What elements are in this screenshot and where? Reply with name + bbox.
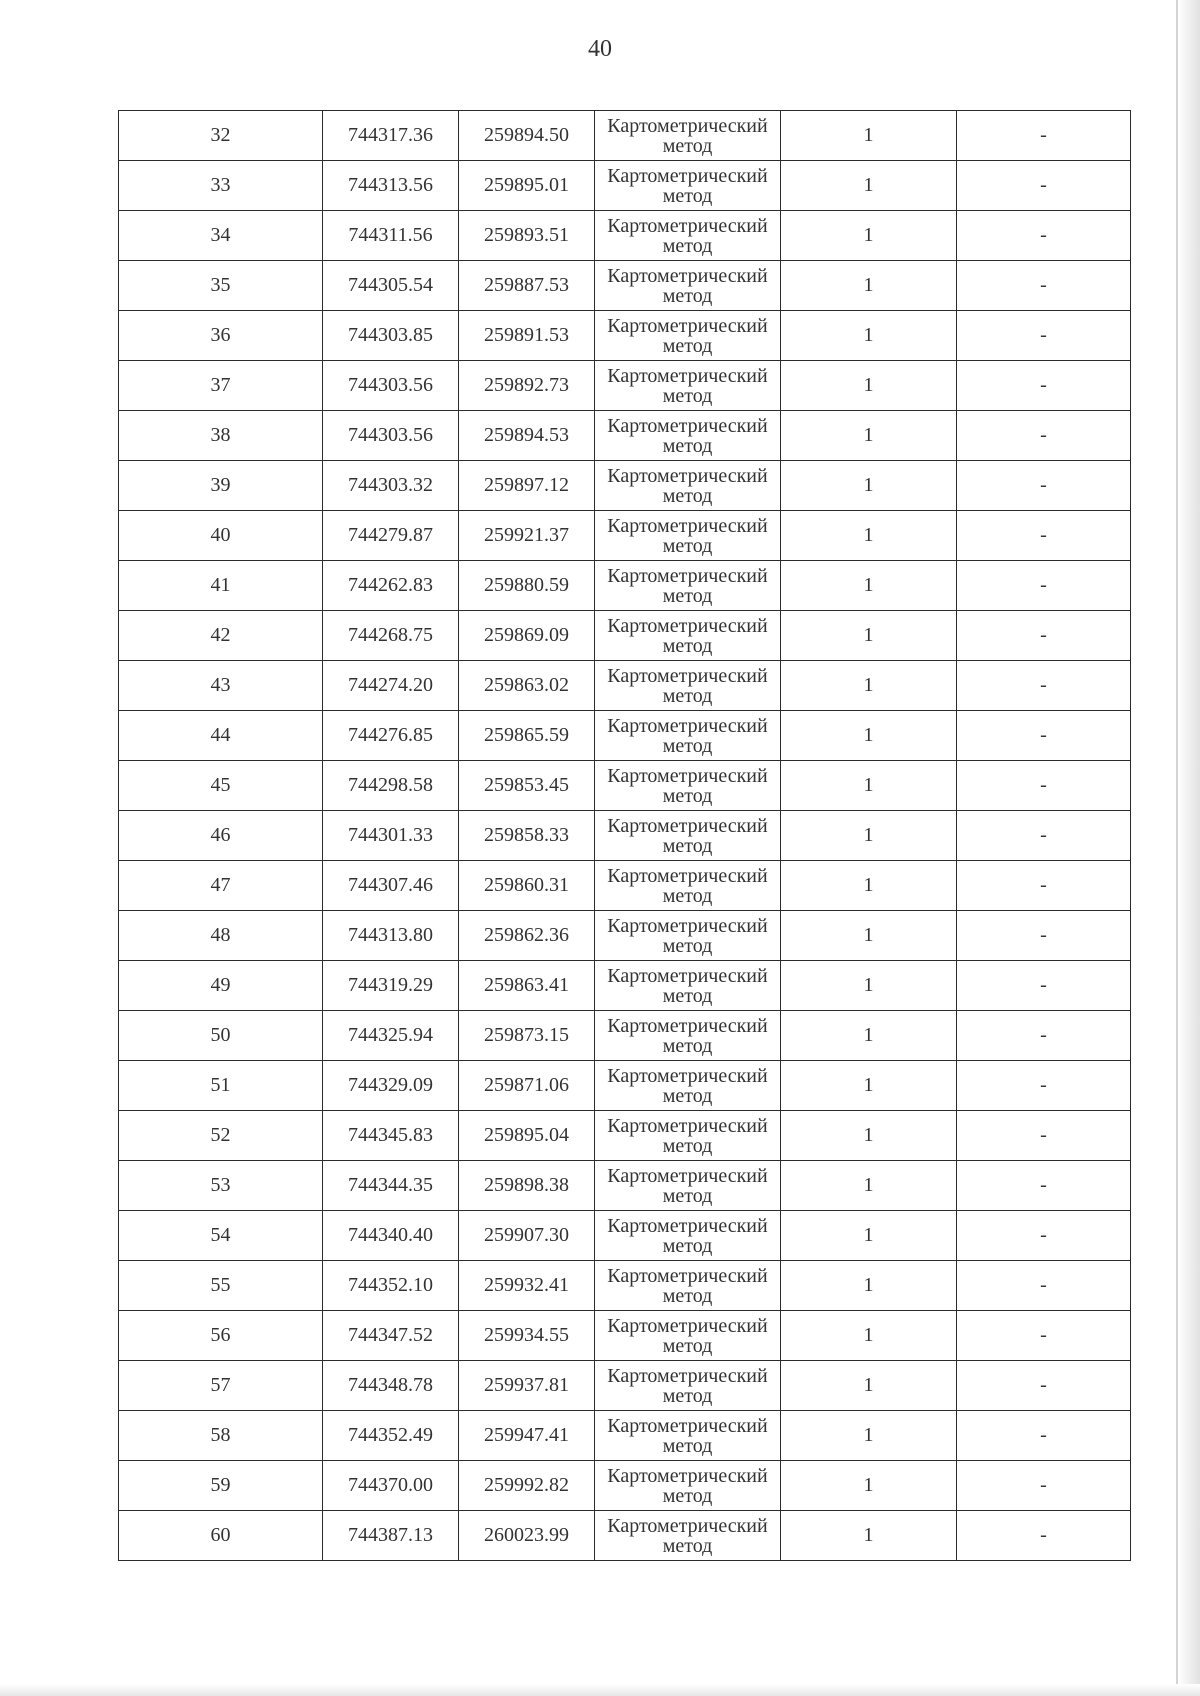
method-line-2: метод [662, 934, 713, 957]
point-number-cell: 52 [119, 1111, 323, 1161]
method-cell [595, 1511, 781, 1561]
point-number-cell: 37 [119, 361, 323, 411]
table-row [119, 761, 1131, 811]
x-coordinate-cell: 744344.35 [323, 1161, 459, 1211]
y-coordinate-cell: 259863.02 [459, 661, 595, 711]
method-cell [595, 1061, 781, 1111]
table-row [119, 711, 1131, 761]
description-cell: - [957, 1211, 1131, 1261]
y-coordinate-cell: 259862.36 [459, 911, 595, 961]
method-line-1: Картометрический [607, 314, 768, 337]
point-number-cell: 55 [119, 1261, 323, 1311]
point-number-cell: 41 [119, 561, 323, 611]
point-number-cell: 54 [119, 1211, 323, 1261]
method-line-1: Картометрический [607, 114, 768, 137]
table-row [119, 911, 1131, 961]
method-cell [595, 511, 781, 561]
method-line-1: Картометрический [607, 164, 768, 187]
table-row [119, 561, 1131, 611]
method-line-1: Картометрический [607, 814, 768, 837]
method-line-2: метод [662, 1384, 713, 1407]
table-row [119, 1011, 1131, 1061]
method-line-1: Картометрический [607, 1314, 768, 1337]
point-number-cell: 44 [119, 711, 323, 761]
point-number-cell: 51 [119, 1061, 323, 1111]
page-number: 40 [588, 36, 612, 62]
description-cell: - [957, 1011, 1131, 1061]
point-number-cell: 42 [119, 611, 323, 661]
table-row [119, 111, 1131, 161]
y-coordinate-cell: 259895.04 [459, 1111, 595, 1161]
method-line-1: Картометрический [607, 1514, 768, 1537]
description-cell: - [957, 1311, 1131, 1361]
method-line-1: Картометрический [607, 1214, 768, 1237]
point-number-cell: 45 [119, 761, 323, 811]
method-line-2: метод [662, 184, 713, 207]
description-cell: - [957, 1361, 1131, 1411]
method-line-2: метод [662, 884, 713, 907]
description-cell: - [957, 861, 1131, 911]
point-number-cell: 57 [119, 1361, 323, 1411]
point-number-cell: 49 [119, 961, 323, 1011]
point-number-cell: 56 [119, 1311, 323, 1361]
table-row [119, 1061, 1131, 1111]
accuracy-cell: 1 [781, 1511, 957, 1561]
y-coordinate-cell: 259894.50 [459, 111, 595, 161]
point-number-cell: 39 [119, 461, 323, 511]
method-cell [595, 111, 781, 161]
point-number-cell: 60 [119, 1511, 323, 1561]
description-cell: - [957, 411, 1131, 461]
method-cell [595, 1111, 781, 1161]
y-coordinate-cell: 259873.15 [459, 1011, 595, 1061]
x-coordinate-cell: 744303.32 [323, 461, 459, 511]
y-coordinate-cell: 259869.09 [459, 611, 595, 661]
method-cell [595, 1011, 781, 1061]
x-coordinate-cell: 744303.56 [323, 411, 459, 461]
point-number-cell: 35 [119, 261, 323, 311]
accuracy-cell: 1 [781, 661, 957, 711]
method-line-1: Картометрический [607, 1414, 768, 1437]
method-cell [595, 661, 781, 711]
method-line-1: Картометрический [607, 514, 768, 537]
accuracy-cell: 1 [781, 811, 957, 861]
method-line-2: метод [662, 484, 713, 507]
x-coordinate-cell: 744313.80 [323, 911, 459, 961]
method-cell [595, 711, 781, 761]
y-coordinate-cell: 259894.53 [459, 411, 595, 461]
x-coordinate-cell: 744301.33 [323, 811, 459, 861]
table-row [119, 311, 1131, 361]
description-cell: - [957, 711, 1131, 761]
method-line-2: метод [662, 334, 713, 357]
point-number-cell: 32 [119, 111, 323, 161]
method-line-1: Картометрический [607, 214, 768, 237]
method-line-1: Картометрический [607, 364, 768, 387]
method-line-2: метод [662, 834, 713, 857]
x-coordinate-cell: 744370.00 [323, 1461, 459, 1511]
table-row [119, 1411, 1131, 1461]
table-row [119, 1511, 1131, 1561]
method-cell [595, 361, 781, 411]
table-row [119, 461, 1131, 511]
table-row [119, 411, 1131, 461]
method-line-2: метод [662, 1134, 713, 1157]
description-cell: - [957, 1461, 1131, 1511]
method-line-1: Картометрический [607, 1364, 768, 1387]
table-row [119, 1111, 1131, 1161]
description-cell: - [957, 911, 1131, 961]
method-line-2: метод [662, 584, 713, 607]
method-line-2: метод [662, 734, 713, 757]
method-cell [595, 461, 781, 511]
point-number-cell: 38 [119, 411, 323, 461]
table-row [119, 961, 1131, 1011]
coordinates-table-body [119, 111, 1131, 1561]
description-cell: - [957, 461, 1131, 511]
table-row [119, 811, 1131, 861]
method-cell [595, 411, 781, 461]
description-cell: - [957, 1411, 1131, 1461]
x-coordinate-cell: 744313.56 [323, 161, 459, 211]
accuracy-cell: 1 [781, 561, 957, 611]
method-line-1: Картометрический [607, 714, 768, 737]
method-line-2: метод [662, 384, 713, 407]
scan-edge [1178, 0, 1200, 1696]
y-coordinate-cell: 259992.82 [459, 1461, 595, 1511]
method-cell [595, 1161, 781, 1211]
y-coordinate-cell: 259893.51 [459, 211, 595, 261]
point-number-cell: 58 [119, 1411, 323, 1461]
method-line-1: Картометрический [607, 464, 768, 487]
y-coordinate-cell: 259891.53 [459, 311, 595, 361]
method-cell [595, 761, 781, 811]
method-cell [595, 1261, 781, 1311]
description-cell: - [957, 111, 1131, 161]
table-row [119, 861, 1131, 911]
method-line-2: метод [662, 984, 713, 1007]
x-coordinate-cell: 744303.85 [323, 311, 459, 361]
accuracy-cell: 1 [781, 1461, 957, 1511]
table-row [119, 1211, 1131, 1261]
method-cell [595, 1361, 781, 1411]
method-line-1: Картометрический [607, 564, 768, 587]
description-cell: - [957, 311, 1131, 361]
method-line-2: метод [662, 434, 713, 457]
x-coordinate-cell: 744352.49 [323, 1411, 459, 1461]
point-number-cell: 50 [119, 1011, 323, 1061]
y-coordinate-cell: 259921.37 [459, 511, 595, 561]
x-coordinate-cell: 744352.10 [323, 1261, 459, 1311]
description-cell: - [957, 961, 1131, 1011]
point-number-cell: 34 [119, 211, 323, 261]
accuracy-cell: 1 [781, 161, 957, 211]
description-cell: - [957, 811, 1131, 861]
y-coordinate-cell: 259897.12 [459, 461, 595, 511]
table-row [119, 1261, 1131, 1311]
table-row [119, 211, 1131, 261]
method-cell [595, 861, 781, 911]
y-coordinate-cell: 259887.53 [459, 261, 595, 311]
method-line-2: метод [662, 234, 713, 257]
table-row [119, 161, 1131, 211]
method-line-1: Картометрический [607, 1264, 768, 1287]
method-line-2: метод [662, 1084, 713, 1107]
y-coordinate-cell: 260023.99 [459, 1511, 595, 1561]
accuracy-cell: 1 [781, 911, 957, 961]
accuracy-cell: 1 [781, 1361, 957, 1411]
x-coordinate-cell: 744307.46 [323, 861, 459, 911]
table-row [119, 511, 1131, 561]
method-cell [595, 161, 781, 211]
y-coordinate-cell: 259932.41 [459, 1261, 595, 1311]
x-coordinate-cell: 744329.09 [323, 1061, 459, 1111]
point-number-cell: 46 [119, 811, 323, 861]
description-cell: - [957, 361, 1131, 411]
accuracy-cell: 1 [781, 511, 957, 561]
x-coordinate-cell: 744305.54 [323, 261, 459, 311]
y-coordinate-cell: 259853.45 [459, 761, 595, 811]
method-line-1: Картометрический [607, 1114, 768, 1137]
x-coordinate-cell: 744311.56 [323, 211, 459, 261]
method-line-2: метод [662, 284, 713, 307]
table-row [119, 661, 1131, 711]
description-cell: - [957, 511, 1131, 561]
description-cell: - [957, 1061, 1131, 1111]
table-row [119, 1161, 1131, 1211]
accuracy-cell: 1 [781, 411, 957, 461]
x-coordinate-cell: 744268.75 [323, 611, 459, 661]
method-line-1: Картометрический [607, 964, 768, 987]
description-cell: - [957, 1261, 1131, 1311]
description-cell: - [957, 261, 1131, 311]
table-row [119, 1311, 1131, 1361]
method-line-1: Картометрический [607, 914, 768, 937]
accuracy-cell: 1 [781, 961, 957, 1011]
accuracy-cell: 1 [781, 311, 957, 361]
accuracy-cell: 1 [781, 1411, 957, 1461]
description-cell: - [957, 1161, 1131, 1211]
point-number-cell: 43 [119, 661, 323, 711]
description-cell: - [957, 1111, 1131, 1161]
method-cell [595, 311, 781, 361]
method-line-2: метод [662, 1334, 713, 1357]
method-line-1: Картометрический [607, 864, 768, 887]
accuracy-cell: 1 [781, 211, 957, 261]
table-row [119, 361, 1131, 411]
point-number-cell: 53 [119, 1161, 323, 1211]
y-coordinate-cell: 259907.30 [459, 1211, 595, 1261]
point-number-cell: 59 [119, 1461, 323, 1511]
method-cell [595, 911, 781, 961]
x-coordinate-cell: 744345.83 [323, 1111, 459, 1161]
method-line-2: метод [662, 1034, 713, 1057]
y-coordinate-cell: 259880.59 [459, 561, 595, 611]
table-row [119, 1361, 1131, 1411]
coordinates-table [118, 110, 1131, 1561]
method-line-1: Картометрический [607, 1064, 768, 1087]
method-line-2: метод [662, 1184, 713, 1207]
method-cell [595, 1411, 781, 1461]
x-coordinate-cell: 744347.52 [323, 1311, 459, 1361]
x-coordinate-cell: 744325.94 [323, 1011, 459, 1061]
x-coordinate-cell: 744348.78 [323, 1361, 459, 1411]
y-coordinate-cell: 259947.41 [459, 1411, 595, 1461]
accuracy-cell: 1 [781, 1211, 957, 1261]
x-coordinate-cell: 744319.29 [323, 961, 459, 1011]
method-line-2: метод [662, 1484, 713, 1507]
y-coordinate-cell: 259934.55 [459, 1311, 595, 1361]
y-coordinate-cell: 259892.73 [459, 361, 595, 411]
accuracy-cell: 1 [781, 861, 957, 911]
accuracy-cell: 1 [781, 261, 957, 311]
method-cell [595, 561, 781, 611]
x-coordinate-cell: 744274.20 [323, 661, 459, 711]
y-coordinate-cell: 259898.38 [459, 1161, 595, 1211]
method-cell [595, 1461, 781, 1511]
accuracy-cell: 1 [781, 1011, 957, 1061]
method-line-2: метод [662, 1534, 713, 1557]
x-coordinate-cell: 744387.13 [323, 1511, 459, 1561]
method-line-1: Картометрический [607, 1464, 768, 1487]
method-cell [595, 211, 781, 261]
x-coordinate-cell: 744317.36 [323, 111, 459, 161]
y-coordinate-cell: 259871.06 [459, 1061, 595, 1111]
description-cell: - [957, 1511, 1131, 1561]
accuracy-cell: 1 [781, 461, 957, 511]
table-row [119, 611, 1131, 661]
accuracy-cell: 1 [781, 1311, 957, 1361]
accuracy-cell: 1 [781, 111, 957, 161]
accuracy-cell: 1 [781, 761, 957, 811]
method-line-2: метод [662, 134, 713, 157]
x-coordinate-cell: 744298.58 [323, 761, 459, 811]
x-coordinate-cell: 744262.83 [323, 561, 459, 611]
accuracy-cell: 1 [781, 1111, 957, 1161]
y-coordinate-cell: 259863.41 [459, 961, 595, 1011]
point-number-cell: 40 [119, 511, 323, 561]
description-cell: - [957, 561, 1131, 611]
scan-bottom-edge [0, 1684, 1200, 1696]
method-line-2: метод [662, 1434, 713, 1457]
y-coordinate-cell: 259865.59 [459, 711, 595, 761]
method-line-1: Картометрический [607, 264, 768, 287]
table-row [119, 261, 1131, 311]
description-cell: - [957, 211, 1131, 261]
accuracy-cell: 1 [781, 611, 957, 661]
method-cell [595, 611, 781, 661]
description-cell: - [957, 611, 1131, 661]
method-cell [595, 961, 781, 1011]
accuracy-cell: 1 [781, 1261, 957, 1311]
accuracy-cell: 1 [781, 1161, 957, 1211]
x-coordinate-cell: 744340.40 [323, 1211, 459, 1261]
accuracy-cell: 1 [781, 361, 957, 411]
method-line-1: Картометрический [607, 764, 768, 787]
method-line-2: метод [662, 1234, 713, 1257]
method-cell [595, 1311, 781, 1361]
method-cell [595, 1211, 781, 1261]
method-line-2: метод [662, 784, 713, 807]
y-coordinate-cell: 259858.33 [459, 811, 595, 861]
point-number-cell: 36 [119, 311, 323, 361]
method-line-1: Картометрический [607, 614, 768, 637]
point-number-cell: 33 [119, 161, 323, 211]
accuracy-cell: 1 [781, 711, 957, 761]
method-line-2: метод [662, 1284, 713, 1307]
y-coordinate-cell: 259937.81 [459, 1361, 595, 1411]
method-line-2: метод [662, 534, 713, 557]
point-number-cell: 48 [119, 911, 323, 961]
description-cell: - [957, 161, 1131, 211]
point-number-cell: 47 [119, 861, 323, 911]
method-line-1: Картометрический [607, 1014, 768, 1037]
description-cell: - [957, 661, 1131, 711]
method-line-2: метод [662, 634, 713, 657]
method-line-1: Картометрический [607, 664, 768, 687]
method-cell [595, 261, 781, 311]
method-line-1: Картометрический [607, 414, 768, 437]
method-line-1: Картометрический [607, 1164, 768, 1187]
method-line-2: метод [662, 684, 713, 707]
x-coordinate-cell: 744279.87 [323, 511, 459, 561]
y-coordinate-cell: 259895.01 [459, 161, 595, 211]
method-cell [595, 811, 781, 861]
table-row [119, 1461, 1131, 1511]
accuracy-cell: 1 [781, 1061, 957, 1111]
x-coordinate-cell: 744276.85 [323, 711, 459, 761]
description-cell: - [957, 761, 1131, 811]
x-coordinate-cell: 744303.56 [323, 361, 459, 411]
y-coordinate-cell: 259860.31 [459, 861, 595, 911]
